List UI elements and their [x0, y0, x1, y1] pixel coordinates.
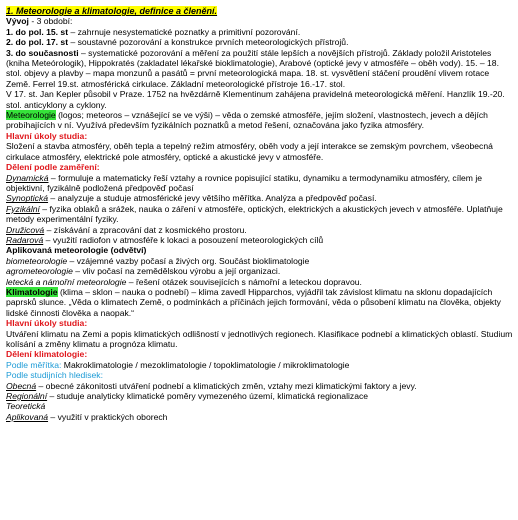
- period-3-label: 3. do současnosti: [6, 47, 79, 58]
- meteorologie-ukoly-heading: Hlavní úkoly studia:: [6, 130, 88, 141]
- aplikovana-heading: Aplikovaná meteorologie (odvětví): [6, 245, 147, 256]
- meteo-item-label: Dynamická: [6, 172, 49, 183]
- vyvoj-heading: Vývoj: [6, 16, 29, 27]
- aplikovana-text: – řešení otázek souvisejících s námořní a leteckou dopravou.: [126, 276, 362, 287]
- aplikovana-bio: [6, 256, 514, 266]
- klima-item-aplikovana: [6, 412, 514, 422]
- aplikovana-label: letecká a námořní meteorologie: [6, 276, 127, 287]
- meritko-text: Makroklimatologie / mezoklimatologie / topoklimatologie / mikroklimatologie: [61, 359, 350, 370]
- meteorologie-deleni-heading: Dělení podle zaměření:: [6, 162, 100, 173]
- meteo-item-text: – získávání a zpracování dat z kosmického prostoru.: [44, 224, 247, 235]
- klimatologie-ukoly-heading: Hlavní úkoly studia:: [6, 318, 88, 329]
- klima-item-text: – využití v praktických oborech: [48, 411, 168, 422]
- meteo-item-text: – formuluje a matematicky řeší vztahy a rovnice popisující statiku, dynamiku a termodynamiku atmosféry, cílem je objektivní, fyzikálně podložená předpověď počasí: [6, 172, 483, 193]
- klima-meritko: [6, 360, 514, 370]
- klima-item-text: – studuje analyticky klimatické poměry vymezeného území, klimatická regionalizace: [47, 391, 369, 402]
- klima-item-teoreticka: [6, 401, 514, 411]
- meteo-item-label: Radarová: [6, 234, 44, 245]
- meteorologie-term: Meteorologie: [6, 110, 56, 121]
- period-3-text: – systematické pozorování a měření za použití stále lepších a novějších přístrojů. Základy položil Aristoteles (kniha Meteórologik), Hippokratés (zakladatel lékařské bioklimatologie), Arabové (optické jevy v atmosféře – oběh vody). 15. – 18. stol. objevy a plavby – mapa monzunů a pasátů = první meteorologická mapa. 18. st. vysvětlení stáčení proudění vlivem rotace Země. Ferrel 19.st. atmosférická cirkulace. Základní meteorologické přístroje 16.-17. stol.: [6, 47, 499, 89]
- vyvoj-kepler: V 17. st. Jan Kepler působil v Praze. 1752 na hvězdárně Klementinum zahájena pravidelná meteorologická měření. Hanzlík 19.-20. stol. anticyklony a cyklony.: [6, 89, 505, 110]
- meteo-item-synopticka: [6, 193, 514, 203]
- klimatologie-text: (klima – sklon – nauka o podnebí) – klima zavedl Hipparchos, vyjádřil tak závislost klimatu na sklonu dopadajících paprsků slunce. „Věda o klimatech Země, o podmínkách a příčinách jejich formování, věda o působení klimatu na člověka, objekty lidské činnosti člověka a naopak.“: [6, 286, 501, 318]
- meritko-label: Podle měřítka:: [6, 359, 62, 370]
- klimatologie-term: Klimatologie: [6, 286, 58, 297]
- klima-item-label: Aplikovaná: [6, 411, 49, 422]
- klima-item-obecna: [6, 381, 514, 391]
- vyvoj-intro: [6, 16, 514, 26]
- meteo-item-text: – analyzuje a studuje atmosférické jevy většího měřítka. Analýza a předpověď počasí.: [48, 193, 377, 204]
- period-1-label: 1. do pol. 15. st: [6, 26, 69, 37]
- vyvoj-period-3: [6, 48, 514, 90]
- aplikovana-text: – vliv počasí na zemědělskou výrobu a její organizaci.: [72, 266, 281, 277]
- meteorologie-definition: [6, 110, 514, 131]
- meteorologie-text: (logos; meteoros – vznášející se ve výši) – věda o zemské atmosféře, jejím složení, vlastnostech, jevech a dějích probíhajících v ní. Využívá především fyzikálních poznatků a metod řešení, označována jako fyzika atmosféry.: [6, 110, 488, 131]
- klima-item-text: – obecné zákonitosti utváření podnebí a klimatických změn, vztahy mezi klimatickými faktory a jevy.: [36, 380, 417, 391]
- meteo-item-radarova: [6, 235, 514, 245]
- aplikovana-agro: [6, 266, 514, 276]
- aplikovana-text: – vzájemné vazby počasí a živých org. Součást bioklimatologie: [67, 255, 310, 266]
- aplikovana-label: biometeorologie: [6, 255, 68, 266]
- klima-hlediska-label: Podle studijních hledisek:: [6, 370, 103, 381]
- vyvoj-intro-text: - 3 období:: [28, 16, 73, 27]
- klima-item-label: Teoretická: [6, 401, 46, 412]
- aplikovana-label: agrometeorologie: [6, 266, 73, 277]
- klimatologie-definition: [6, 287, 514, 318]
- meteo-item-text: – fyzika oblaků a srážek, nauka o záření v atmosféře, optických, elektrických a akustických jevech v atmosféře. Uplatňuje metody experimentální fyziky.: [6, 203, 503, 225]
- klima-item-label: Obecná: [6, 380, 37, 391]
- vyvoj-period-1: [6, 27, 514, 37]
- klimatologie-deleni-heading: Dělení klimatologie:: [6, 349, 88, 360]
- meteo-item-text: – využití radiofon v atmosféře k lokaci a posouzení meteorologických cílů: [43, 234, 324, 245]
- meteo-item-label: Synoptická: [6, 193, 49, 204]
- title-line: [6, 6, 514, 16]
- klima-item-regionalni: [6, 391, 514, 401]
- vyvoj-period-2: [6, 37, 514, 47]
- meteo-item-label: Fyzikální: [6, 203, 40, 214]
- period-2-label: 2. do pol. 17. st: [6, 37, 69, 48]
- meteo-item-druzicova: [6, 225, 514, 235]
- period-2-text: – soustavné pozorování a konstrukce prvních meteorologických přístrojů.: [68, 37, 349, 48]
- klima-item-label: Regionální: [6, 391, 48, 402]
- meteo-item-label: Družicová: [6, 224, 45, 235]
- aplikovana-letecka: [6, 277, 514, 287]
- klimatologie-ukoly-text: Utváření klimatu na Zemi a popis klimatických odlišností v jednotlivých regionech. Klasifikace podnebí a klimatických oblastí. Studium kolísání a změny klimatu a prognóza klimatu.: [6, 328, 513, 349]
- meteo-item-dynamicka: [6, 173, 514, 194]
- period-1-text: – zahrnuje nesystematické poznatky a primitivní pozorování.: [68, 26, 301, 37]
- meteo-item-fyzikalni: [6, 204, 514, 225]
- meteorologie-ukoly-text: Složení a stavba atmosféry, oběh tepla a tepelný režim atmosféry, oběh vody a její interakce se zemským povrchem, všeobecná cirkulace atmosféry, elektrické pole atmosféry, optické a akustické jevy v atmosféře.: [6, 141, 493, 162]
- page-title: 1. Meteorologie a klimatologie, definice a členění.: [6, 6, 218, 16]
